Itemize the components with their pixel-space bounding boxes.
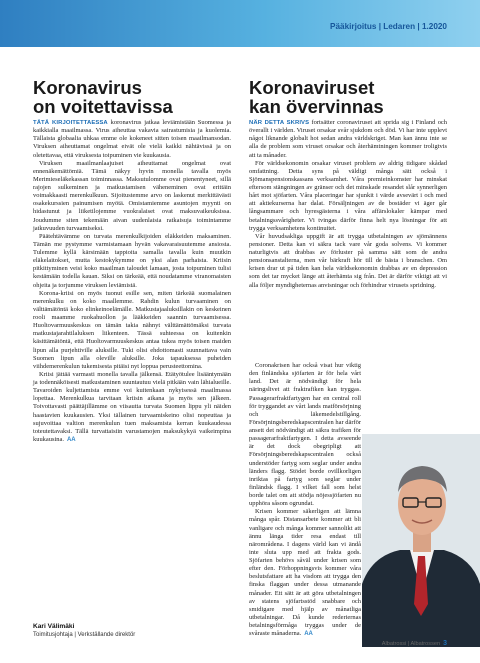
right-paragraph-3: Vår huvudsakliga uppgift är att trygga utbetalningen av sjömännens pensioner. Detta kan vi säkra tack vare vår goda solvens. Vi kommer naturligtvis att drabbas av förluster på samma sätt som de andra pensionsanstalterna, men vår bärkraft hör till de bästa i branschen. Om krisen drar ut på tiden kan hela världsekonomin drabbas av en depression som det tar mycket länge att återhämta sig från. Det är därför viktigt att vi alla följer myndigheternas anvisningar och förhindrar virusets spridning. <box>249 232 447 289</box>
left-paragraph-2: Viruksen maailmanlaajuiset aiheuttamat ongelmat ovat ennenäkemättömiä. Tämä näkyy hyvin monella tavalla myös Merimieseläkekassan toiminnassa. Maksutulomme ovat pienentyneet, sillä rajojen sulkeminen ja matkustamisen väheneminen ovat erittäin voimakkaasti merenkulkuun. Sijoitustemme arvo on laskenut merkittävästi osakekurssien painumisen myötä. Omistamiemme asuntojen myynti on hidastunut ja liiketilojemme vuokralaiset ovat maksuvaikeuksissa. Joudumme siten tekemään aivan uudenlaisia ratkaisuja toimintamme jatkuvuuden turvaamiseksi. <box>33 159 231 232</box>
page-number: 3 <box>443 640 447 647</box>
right-title-line1: Koronaviruset <box>249 77 375 98</box>
left-title-line2: on voitettavissa <box>33 96 173 117</box>
right-lead: NÄR DETTA SKRIVS <box>249 120 310 126</box>
right-paragraph-2: För världsekonomin orsakar viruset problem av aldrig tidigare skådad omfattning. Detta syns på väldigt många sätt också i Sjömanspensionskassans verksamhet. Våra premieinkomster har minskat eftersom stängningen av gränser och det minskade resandet slår synnerligen hårt mot sjöfarten. Våra placeringar har sjunkit i värde avsevärt i och med att aktiekurserna har dalat. Försäljningen av de bostäder vi äger går långsammare och hyresgästerna i våra affärslokaler kämpar med betalningssvårigheter. Vi tvingas därför finna helt nya lösningar för att trygga verksamhetens kontinuitet. <box>249 159 447 232</box>
left-article <box>33 119 231 444</box>
signature-name: Kari Välimäki <box>33 623 75 630</box>
left-paragraph-5: Kriisi jättää varmasti monella tavalla jälkensä. Etätyötulee lisääntymään ja todennäköisesti matkustaminen suuntautuu vielä pitkään vain lähialueille. Tavaroiden kuljettamista emme voi kuitenkaan nykyisessä maailmassa lopettaa. Merenkulkua tarvitaan kriisin aikana ja myös sen jälkeen. Toivottavasti päättäjillämme on viisautta turvata Suomen lippu yli näiden haastavien kuukausien. Yksi tällainen turvaamiskeino olisi nopeuttaa ja sujuvoittaa valtion merenkulun tuen maksamista kerran kuukaudessa toteutettavaksi. Tällä turvattaisiin varustamojen maksukykyä vaikeimpina kuukausina. AA <box>33 370 231 443</box>
right-paragraph-5: Krisen kommer säkerligen att lämna många spår. Distansarbete kommer att bli vanligare och många kommer sannolikt att ännu länga tider resa endast till närområdena. I dagens värld kan vi ändå inte sluta upp med att frakta gods. Sjöfarten behövs såväl under krisen som efter den. Förhoppningsvis kommer våra beslutsfattare att ha visdom att trygga den finska flaggan under dessa utmanande månader. Ett sätt är att göra utbetalningen av statens sjöfartsstöd snabbare och smidigare med hjälp av månatliga utbetalningar. Då kunde rederiernas betalningsförmåga tryggas under de svåraste månaderna. AA <box>249 508 361 638</box>
left-title <box>33 78 173 116</box>
end-mark-right: AA <box>304 631 313 638</box>
portrait-photo <box>362 434 480 647</box>
right-title <box>249 78 384 116</box>
left-paragraph-4: Korona-kriisi on myös tuonut esille sen, miten tärkeää suomalainen merenkulku on koko maallemme. Rahdin kulun turvaaminen on välttämätöntä koko elinkeinoelämälle. Matkustajaaluksillakin on keskeinen rooli maamme ruokahuollon ja lääkkeiden saannin turvaamisessa. Huoltovarmuuskeskus on tämän takia nähnyt välttämättömäksi turvata matkustajarahtilaluksen liikenteen. Tässä suhteessa on kuitenkin käsittämätöntä, että Huoltovarmuuskeskus antaa tukea myös toisen maiden lipun alla purjehtiville aluksille. Tuki olisi ehdottomasti suunnattava vain Suomen lipun alla oleville aluksille. Joka tapauksessa puheiden viihdemerenkulun tukemisesta pitäisi nyt loppua perusteettomina. <box>33 289 231 370</box>
right-paragraph-1: NÄR DETTA SKRIVS fortsätter coronaviruset att sprida sig i Finland och överallt i världen. Viruset orsakar svår sjukdom och död. Vi har inte upplevt något liknande globalt hot sedan andra världskriget. Man kan ännu inte se alla de problem som viruset orsakar och återhämtningen kommer troligtvis att ta månader. <box>249 119 448 159</box>
portrait-illustration <box>362 434 480 647</box>
signature-role: Toimitusjohtaja | Verkställande direktör <box>33 632 136 638</box>
left-paragraph-3: Päätehtävämme on turvata merenkulkijoiden eläkkeiden maksaminen. Tämän me pystymme varmistamaan hyvän vakavaraisuutemme ansiosta. Tulemme kyllä kärsimään tappioita samalla tavalla kuin muutkin eläkelaitokset, mutta kestokykymme on yksi alan parhaista. Kriisin pitkittyminen veisi koko maailman taloudet lamaan, josta toipuminen tulisi kestämään todella kauan. Siksi on tärkeää, että noudatamme viranomaisten ohjeita ja torjumme viruksen leviämistä. <box>33 232 231 289</box>
right-paragraph-4: Coronakrisen har också visat hur viktig den finländska sjöfarten är för hela vårt land. Det är nödvändigt för hela näringslivet att fraktrafiken kan tryggas. Passagerarfraktfartygen har en central roll för tryggandet av vårt lands matförsörjning och läkemedelstillgång. Försörjningsberedskapscentralen har därför ansett det nödvändigt att säkra trafiken för passagerarfraktfartygen. I detta avseende är det dock obegripligt att Försörjningsberedskapscentralen också understöder fartyg som seglar under andra länders flagg. Stödet borde ovillkorligen inriktas på fartyg som seglar under finländsk flagg. I vilket fall som helst borde talet om att stödja nöjessjöfarten nu upphöra såsom ogrundat. <box>249 362 361 508</box>
page-footer <box>382 640 447 647</box>
footer-label: Albatrossi | Albatrossen <box>381 641 441 647</box>
left-paragraph-1: TÄTÄ KIRJOITETTAESSA koronavirus jatkaa leviämistään Suomessa ja kaikkialla maailmassa. Virus aiheuttaa vakavia sairastumisia ja kuolemia. Tällaista globaalia uhkaa emme ole kokeneet sitten toisen maailmansodan. Viruksen aiheuttamat ongelmat eivät ole vielä kaikki nähtävissä ja on oletettavaa, että viruksesta toipuminen vie kuukausia. <box>33 119 232 159</box>
end-mark: AA <box>66 436 76 443</box>
left-title-line1: Koronavirus <box>33 77 142 98</box>
right-article-top <box>249 119 447 290</box>
right-title-line2: kan övervinnas <box>249 96 384 117</box>
section-header: Pääkirjoitus | Ledaren | 1.2020 <box>330 22 447 31</box>
left-lead: TÄTÄ KIRJOITETTAESSA <box>33 120 108 126</box>
